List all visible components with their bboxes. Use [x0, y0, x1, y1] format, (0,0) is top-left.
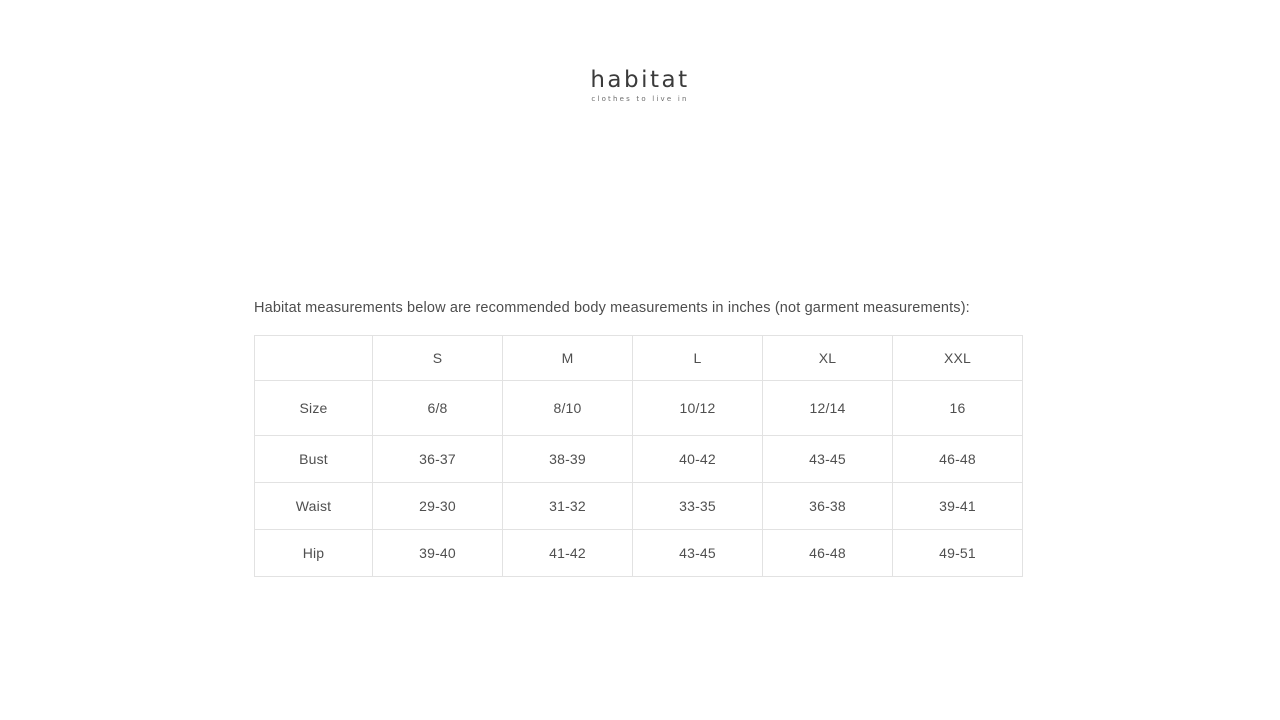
header-row — [255, 336, 1023, 381]
cell-waist-m: 31-32 — [503, 483, 633, 530]
row-label-size: Size — [255, 381, 373, 436]
cell-size-m: 8/10 — [503, 381, 633, 436]
table-row — [255, 530, 1023, 577]
cell-bust-m: 38-39 — [503, 436, 633, 483]
cell-hip-l: 43-45 — [633, 530, 763, 577]
cell-bust-s: 36-37 — [373, 436, 503, 483]
measurements-note: Habitat measurements below are recommended body measurements in inches (not garment measurements): — [254, 300, 970, 316]
cell-waist-s: 29-30 — [373, 483, 503, 530]
brand-logo — [0, 68, 1280, 103]
cell-size-l: 10/12 — [633, 381, 763, 436]
brand-tagline: clothes to live in — [591, 95, 689, 104]
column-header-s: S — [373, 336, 503, 381]
column-header-m: M — [503, 336, 633, 381]
table-row — [255, 483, 1023, 530]
table-row — [255, 381, 1023, 436]
row-label-bust: Bust — [255, 436, 373, 483]
cell-bust-l: 40-42 — [633, 436, 763, 483]
cell-hip-xxl: 49-51 — [893, 530, 1023, 577]
cell-waist-xxl: 39-41 — [893, 483, 1023, 530]
row-label-waist: Waist — [255, 483, 373, 530]
table-body — [255, 381, 1023, 577]
cell-bust-xxl: 46-48 — [893, 436, 1023, 483]
row-label-hip: Hip — [255, 530, 373, 577]
cell-bust-xl: 43-45 — [763, 436, 893, 483]
column-header-xl: XL — [763, 336, 893, 381]
cell-hip-m: 41-42 — [503, 530, 633, 577]
header-corner — [255, 336, 373, 381]
size-chart-table — [254, 335, 1023, 577]
cell-waist-l: 33-35 — [633, 483, 763, 530]
cell-size-xl: 12/14 — [763, 381, 893, 436]
cell-size-s: 6/8 — [373, 381, 503, 436]
table-row — [255, 436, 1023, 483]
column-header-l: L — [633, 336, 763, 381]
cell-hip-s: 39-40 — [373, 530, 503, 577]
brand-name: habitat — [590, 67, 690, 93]
cell-hip-xl: 46-48 — [763, 530, 893, 577]
cell-waist-xl: 36-38 — [763, 483, 893, 530]
table-header — [255, 336, 1023, 381]
cell-size-xxl: 16 — [893, 381, 1023, 436]
column-header-xxl: XXL — [893, 336, 1023, 381]
